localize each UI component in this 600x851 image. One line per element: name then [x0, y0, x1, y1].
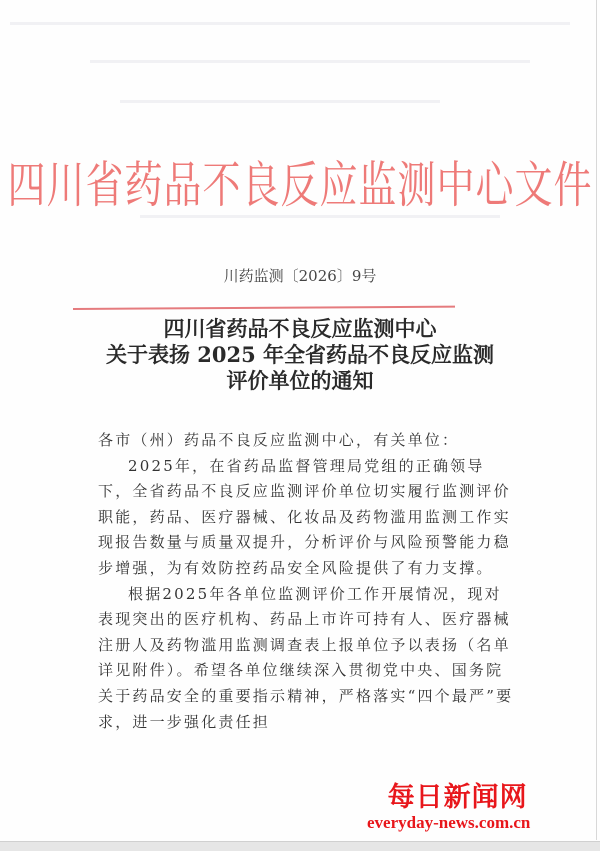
watermark-name: 每日新闻网 — [387, 782, 528, 813]
document-body — [98, 428, 518, 735]
faint-scan-line — [90, 60, 530, 63]
body-paragraph-1: 2025年，在省药品监督管理局党组的正确领导下，全省药品不良反应监测评价单位切实履行监测评价职能，药品、医疗器械、化妆品及药物滥用监测工作实现报告数量与质量双提升，分析评价与风险预警能力稳步增强，为有效防控药品安全风险提供了有力支撑。 — [98, 456, 511, 577]
page-right-edge — [596, 0, 597, 840]
faint-scan-line — [120, 100, 440, 103]
notice-title-line-3: 评价单位的通知 — [226, 368, 374, 393]
document-header-title: 四川省药品不良反应监测中心文件 — [7, 156, 593, 214]
notice-title-line-2: 关于表扬 2025 年全省药品不良反应监测 — [105, 342, 495, 367]
document-number: 川药监测〔2026〕9号 — [223, 267, 377, 285]
body-paragraph-2: 根据2025年各单位监测评价工作开展情况，现对表现突出的医疗机构、药品上市许可持有人、医疗器械注册人及药物滥用监测调查表上报单位予以表扬（名单详见附件）。希望各单位继续深入贯彻党中央、国务院关于药品安全的重要指示精神，严格落实“四个最严”要求，进一步强化责任担 — [98, 584, 514, 731]
notice-title-line-1: 四川省药品不良反应监测中心 — [163, 316, 437, 341]
watermark-url: everyday-news.com.cn — [367, 813, 531, 832]
red-divider-line — [73, 306, 455, 310]
page-bottom-edge — [0, 841, 600, 851]
site-watermark — [367, 782, 531, 833]
notice-title — [0, 316, 600, 394]
salutation: 各市（州）药品不良反应监测中心，有关单位： — [98, 431, 460, 449]
faint-scan-line — [10, 22, 570, 25]
